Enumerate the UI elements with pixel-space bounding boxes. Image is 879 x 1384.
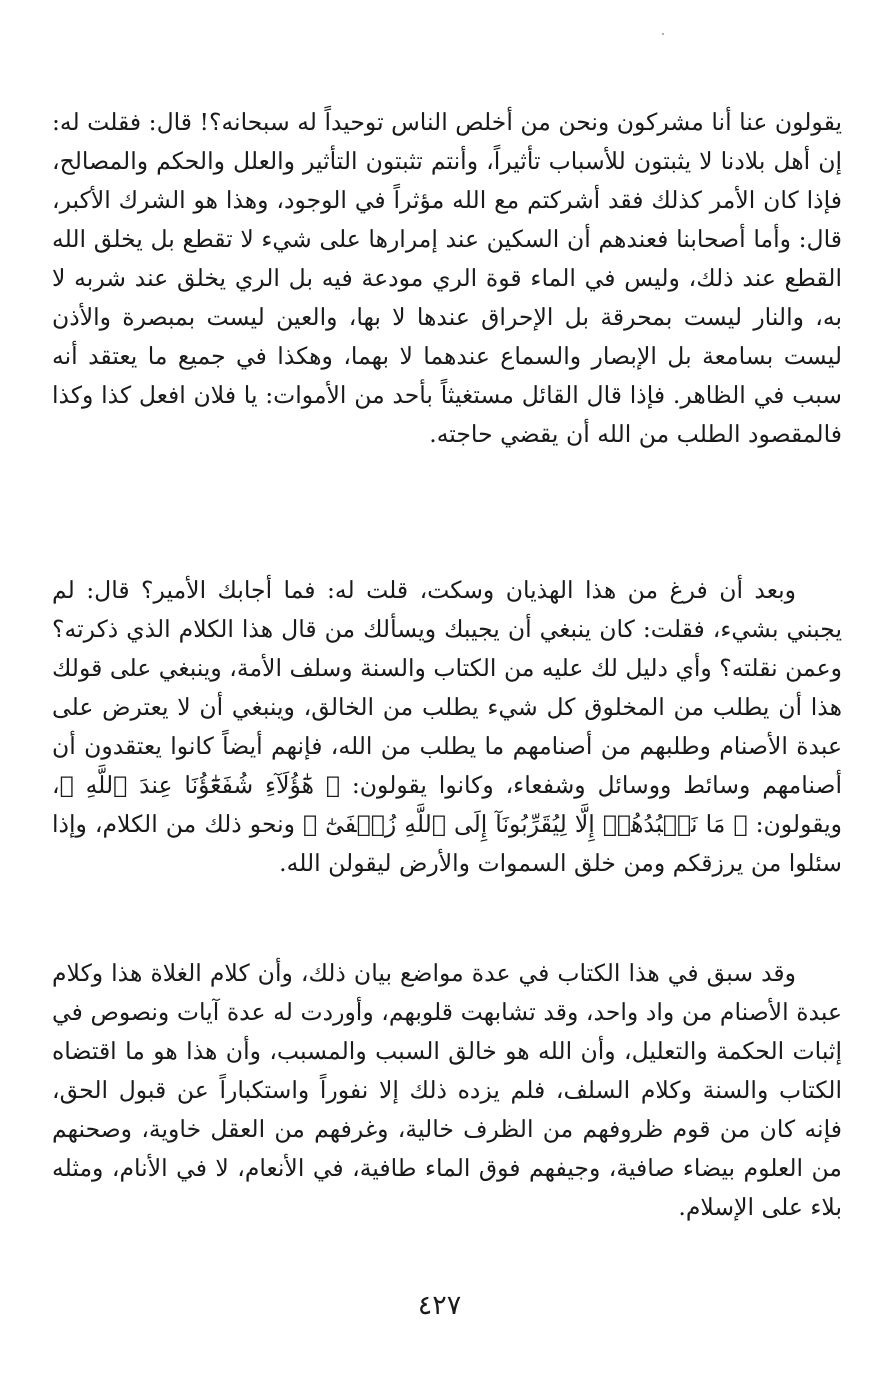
scan-speck (662, 33, 664, 35)
paragraph-3 (52, 954, 842, 1227)
paragraph-2 (52, 571, 842, 883)
paragraph-2-text: وبعد أن فرغ من هذا الهذيان وسكت، قلت له: فما أجابك الأمير؟ قال: لم يجبني بشيء، فقلت: كان ينبغي أن يجيبك ويسألك من قال هذا الكلام الذي ذكرته؟ وعمن نقلته؟ وأي دليل لك عليه من الكتاب والسنة وسلف الأمة، وينبغي على قولك هذا أن يطلب من المخلوق كل شيء يطلب من الخالق، وينبغي أن لا يعترض على عبدة الأصنام وطلبهم من أصنامهم ما يطلب من الله، فإنهم أيضاً كانوا يعتقدون أن أصنامهم وسائط ووسائل وشفعاء، وكانوا يقولون: ﴿ هَٰٓؤُلَآءِ شُفَعَٰٓؤُنَا عِندَ ٱللَّهِ ﴾، ويقولون: ﴿ مَا نَعۡبُدُهُمۡ إِلَّا لِيُقَرِّبُونَآ إِلَى ٱللَّهِ زُلۡفَىٰٓ ﴾ ونحو ذلك من الكلام، وإذا سئلوا من يرزقكم ومن خلق السموات والأرض ليقولن الله. (52, 576, 842, 877)
paragraph-3-text: وقد سبق في هذا الكتاب في عدة مواضع بيان ذلك، وأن كلام الغلاة هذا وكلام عبدة الأصنام من واد واحد، وقد تشابهت قلوبهم، وأوردت له عدة آيات ونصوص في إثبات الحكمة والتعليل، وأن الله هو خالق السبب والمسبب، وأن هذا هو ما اقتضاه الكتاب والسنة وكلام السلف، فلم يزده ذلك إلا نفوراً واستكباراً عن قبول الحق، فإنه كان من قوم ظروفهم من الظرف خالية، وغرفهم من العقل خاوية، وصحنهم من العلوم بيضاء صافية، وجيفهم فوق الماء طافية، في الأنعام، لا في الأنام، ومثله بلاء على الإسلام. (52, 959, 842, 1221)
paragraph-1 (52, 103, 842, 454)
page-number: ٤٢٧ (417, 1290, 462, 1321)
paragraph-1-text: يقولون عنا أنا مشركون ونحن من أخلص الناس توحيداً له سبحانه؟! قال: فقلت له: إن أهل بلادنا لا يثبتون للأسباب تأثيراً، وأنتم تثبتون التأثير والعلل والحكم والمصالح، فإذا كان الأمر كذلك فقد أشركتم مع الله مؤثراً في الوجود، وهذا هو الشرك الأكبر، قال: وأما أصحابنا فعندهم أن السكين عند إمرارها على شيء لا تقطع بل يخلق الله القطع عند ذلك، وليس في الماء قوة الري مودعة فيه بل الري يخلق عند شربه لا به، والنار ليست بمحرقة بل الإحراق عندها لا بها، والعين ليست بمبصرة والأذن ليست بسامعة بل الإبصار والسماع عندهما لا بهما، وهكذا في جميع ما يعتقد أنه سبب في الظاهر. فإذا قال القائل مستغيثاً بأحد من الأموات: يا فلان افعل كذا وكذا فالمقصود الطلب من الله أن يقضي حاجته. (52, 108, 842, 448)
